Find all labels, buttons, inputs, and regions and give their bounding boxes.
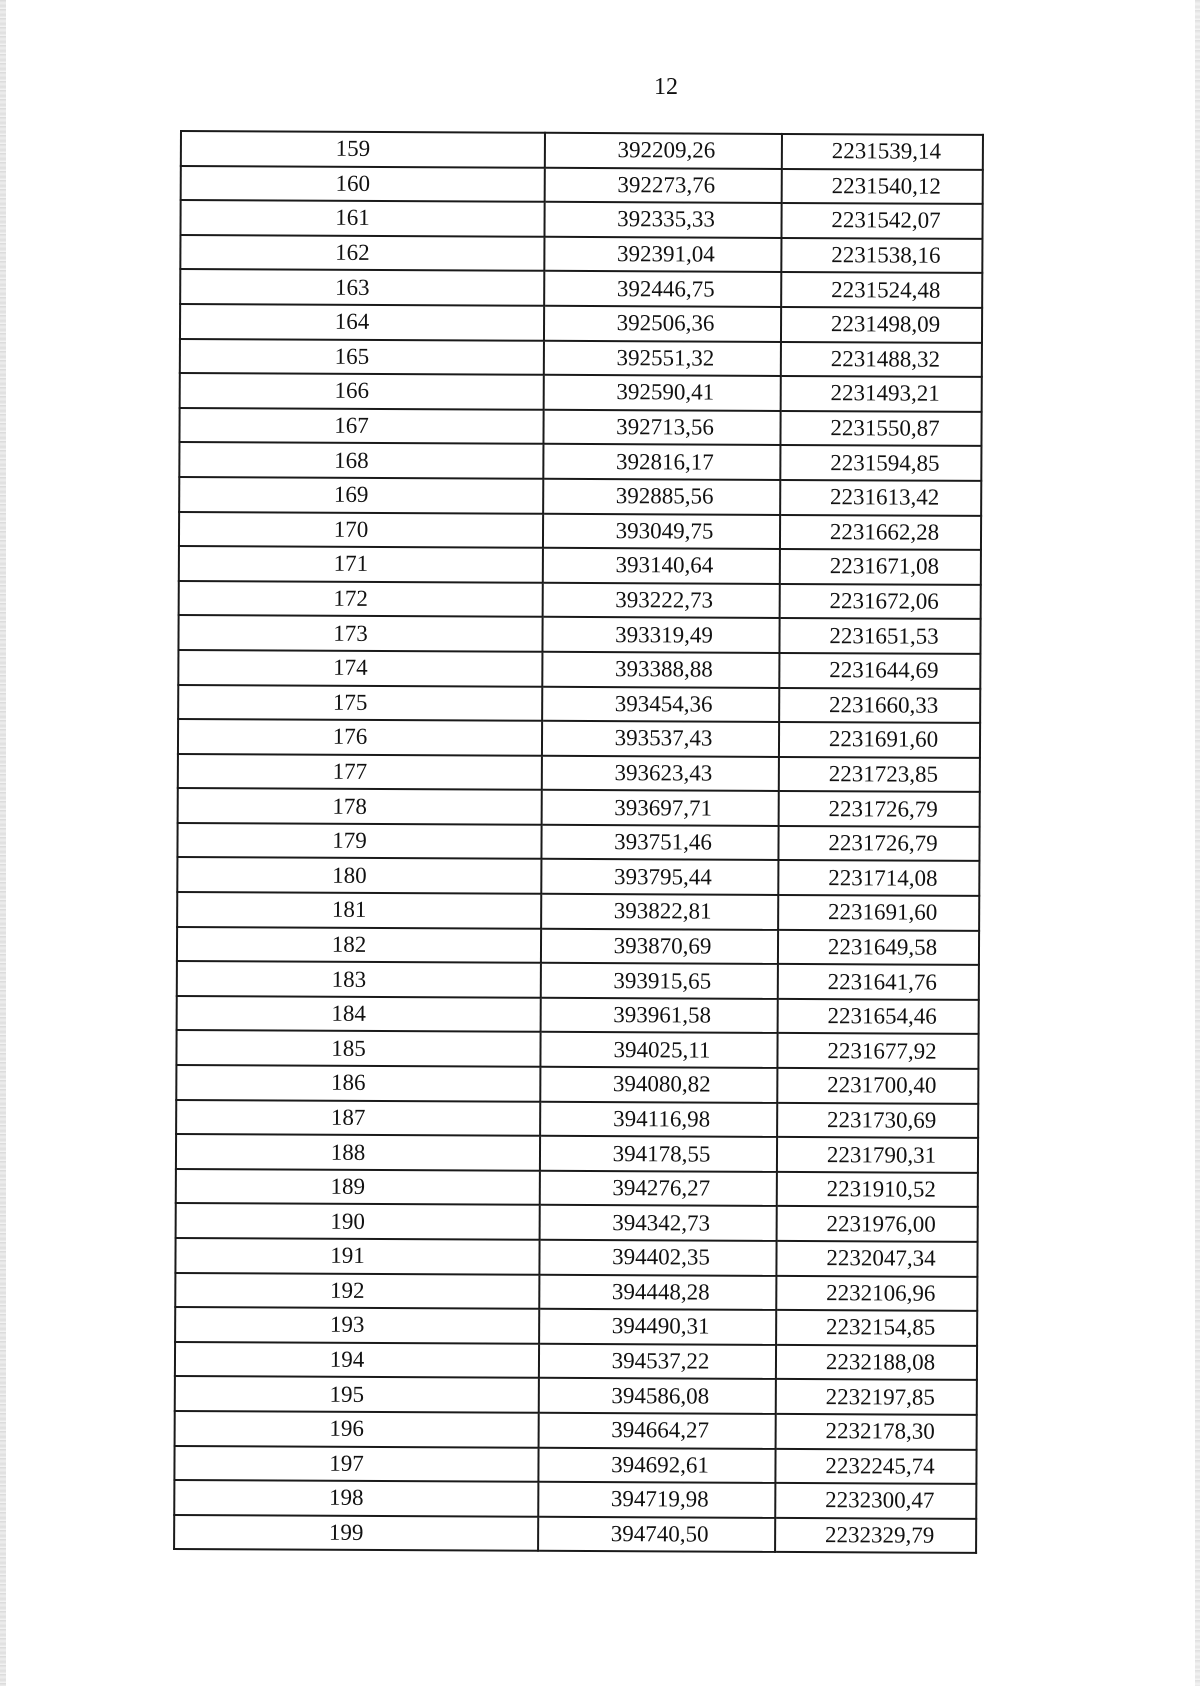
- y-coordinate-cell: 2232188,08: [776, 1345, 977, 1381]
- table-row: [178, 615, 980, 654]
- y-coordinate-cell: 2231730,69: [777, 1103, 978, 1139]
- y-coordinate-cell: 2231672,06: [780, 584, 981, 620]
- x-coordinate-cell: 392446,75: [544, 271, 781, 307]
- y-coordinate-cell: 2231488,32: [781, 342, 982, 378]
- y-coordinate-cell: 2232178,30: [776, 1414, 977, 1450]
- x-coordinate-cell: 394740,50: [538, 1517, 775, 1553]
- point-number-cell: 199: [174, 1515, 538, 1551]
- table-row: [176, 1169, 978, 1208]
- point-number-cell: 195: [175, 1376, 539, 1412]
- y-coordinate-cell: 2231594,85: [780, 445, 981, 481]
- y-coordinate-cell: 2231700,40: [777, 1068, 978, 1104]
- y-coordinate-cell: 2231726,79: [779, 791, 980, 827]
- point-number-cell: 196: [175, 1411, 539, 1447]
- point-number-cell: 181: [177, 892, 541, 928]
- table-row: [180, 235, 982, 274]
- table-row: [174, 1446, 976, 1485]
- y-coordinate-cell: 2232245,74: [775, 1448, 976, 1484]
- y-coordinate-cell: 2231651,53: [779, 618, 980, 654]
- x-coordinate-cell: 393623,43: [542, 755, 779, 791]
- x-coordinate-cell: 394116,98: [540, 1101, 777, 1137]
- table-row: [180, 339, 982, 378]
- point-number-cell: 198: [174, 1480, 538, 1516]
- y-coordinate-cell: 2231677,92: [777, 1033, 978, 1069]
- x-coordinate-cell: 394448,28: [539, 1274, 776, 1310]
- x-coordinate-cell: 392551,32: [544, 340, 781, 376]
- table-row: [180, 304, 982, 343]
- point-number-cell: 164: [180, 304, 544, 340]
- point-number-cell: 197: [174, 1446, 538, 1482]
- y-coordinate-cell: 2232329,79: [775, 1518, 976, 1554]
- y-coordinate-cell: 2231644,69: [779, 653, 980, 689]
- y-coordinate-cell: 2231910,52: [777, 1172, 978, 1208]
- y-coordinate-cell: 2232047,34: [776, 1241, 977, 1277]
- table-row: [175, 1238, 977, 1277]
- point-number-cell: 161: [180, 200, 544, 236]
- point-number-cell: 194: [175, 1342, 539, 1378]
- x-coordinate-cell: 393388,88: [542, 652, 779, 688]
- x-coordinate-cell: 394692,61: [538, 1447, 775, 1483]
- x-coordinate-cell: 393961,58: [541, 998, 778, 1034]
- x-coordinate-cell: 394719,98: [538, 1482, 775, 1518]
- point-number-cell: 184: [177, 996, 541, 1032]
- point-number-cell: 172: [179, 581, 543, 617]
- y-coordinate-cell: 2232154,85: [776, 1310, 977, 1346]
- table-row: [179, 477, 981, 516]
- point-number-cell: 170: [179, 512, 543, 548]
- table-row: [178, 684, 980, 723]
- point-number-cell: 192: [175, 1273, 539, 1309]
- x-coordinate-cell: 393697,71: [542, 790, 779, 826]
- table-row: [174, 1480, 976, 1519]
- y-coordinate-cell: 2232300,47: [775, 1483, 976, 1519]
- table-row: [181, 166, 983, 205]
- table-row: [177, 927, 979, 966]
- point-number-cell: 187: [176, 1100, 540, 1136]
- point-number-cell: 162: [180, 235, 544, 271]
- table-row: [177, 857, 979, 896]
- y-coordinate-cell: 2231691,60: [779, 722, 980, 758]
- point-number-cell: 159: [181, 131, 545, 167]
- table-row: [180, 269, 982, 308]
- x-coordinate-cell: 393870,69: [541, 928, 778, 964]
- x-coordinate-cell: 393751,46: [541, 825, 778, 861]
- x-coordinate-cell: 394402,35: [539, 1240, 776, 1276]
- table-row: [179, 442, 981, 481]
- y-coordinate-cell: 2231714,08: [778, 860, 979, 896]
- y-coordinate-cell: 2231498,09: [781, 307, 982, 343]
- y-coordinate-cell: 2231790,31: [777, 1137, 978, 1173]
- table-row: [178, 719, 980, 758]
- y-coordinate-cell: 2231641,76: [778, 964, 979, 1000]
- point-number-cell: 165: [180, 339, 544, 375]
- point-number-cell: 163: [180, 269, 544, 305]
- y-coordinate-cell: 2231540,12: [782, 169, 983, 205]
- table-row: [176, 1203, 978, 1242]
- table-row: [177, 823, 979, 862]
- point-number-cell: 178: [178, 788, 542, 824]
- x-coordinate-cell: 392590,41: [544, 375, 781, 411]
- point-number-cell: 176: [178, 719, 542, 755]
- y-coordinate-cell: 2231493,21: [781, 376, 982, 412]
- y-coordinate-cell: 2231671,08: [780, 549, 981, 585]
- x-coordinate-cell: 394342,73: [540, 1205, 777, 1241]
- scan-edge-left: [0, 0, 6, 1686]
- table-row: [176, 1134, 978, 1173]
- y-coordinate-cell: 2231524,48: [781, 272, 982, 308]
- point-number-cell: 189: [176, 1169, 540, 1205]
- table-row: [179, 408, 981, 447]
- x-coordinate-cell: 393915,65: [541, 963, 778, 999]
- x-coordinate-cell: 394276,27: [540, 1171, 777, 1207]
- x-coordinate-cell: 394664,27: [539, 1413, 776, 1449]
- page-number: 12: [654, 74, 678, 100]
- point-number-cell: 186: [176, 1065, 540, 1101]
- coordinates-table-body: [174, 131, 983, 1553]
- point-number-cell: 175: [178, 684, 542, 720]
- table-row: [181, 131, 983, 170]
- table-row: [176, 1100, 978, 1139]
- point-number-cell: 171: [179, 546, 543, 582]
- point-number-cell: 160: [181, 166, 545, 202]
- table-row: [179, 512, 981, 551]
- table-row: [177, 892, 979, 931]
- y-coordinate-cell: 2231691,60: [778, 895, 979, 931]
- y-coordinate-cell: 2231613,42: [780, 480, 981, 516]
- point-number-cell: 191: [175, 1238, 539, 1274]
- point-number-cell: 179: [177, 823, 541, 859]
- y-coordinate-cell: 2231538,16: [781, 238, 982, 274]
- x-coordinate-cell: 393140,64: [543, 548, 780, 584]
- y-coordinate-cell: 2231539,14: [782, 134, 983, 170]
- x-coordinate-cell: 392816,17: [543, 444, 780, 480]
- point-number-cell: 185: [176, 1030, 540, 1066]
- table-row: [179, 546, 981, 585]
- point-number-cell: 166: [180, 373, 544, 409]
- table-row: [176, 1065, 978, 1104]
- x-coordinate-cell: 394080,82: [540, 1067, 777, 1103]
- table-row: [177, 996, 979, 1035]
- coordinates-table: [173, 130, 984, 1554]
- x-coordinate-cell: 393822,81: [541, 894, 778, 930]
- x-coordinate-cell: 392273,76: [545, 167, 782, 203]
- point-number-cell: 188: [176, 1134, 540, 1170]
- x-coordinate-cell: 394490,31: [539, 1309, 776, 1345]
- point-number-cell: 180: [177, 857, 541, 893]
- x-coordinate-cell: 394586,08: [539, 1378, 776, 1414]
- point-number-cell: 190: [176, 1203, 540, 1239]
- table-row: [175, 1411, 977, 1450]
- point-number-cell: 182: [177, 927, 541, 963]
- y-coordinate-cell: 2231649,58: [778, 930, 979, 966]
- y-coordinate-cell: 2231976,00: [777, 1206, 978, 1242]
- y-coordinate-cell: 2232106,96: [776, 1276, 977, 1312]
- x-coordinate-cell: 393049,75: [543, 513, 780, 549]
- x-coordinate-cell: 392391,04: [544, 237, 781, 273]
- y-coordinate-cell: 2231550,87: [780, 411, 981, 447]
- x-coordinate-cell: 393319,49: [542, 617, 779, 653]
- x-coordinate-cell: 392885,56: [543, 479, 780, 515]
- y-coordinate-cell: 2231542,07: [781, 203, 982, 239]
- table-row: [179, 581, 981, 620]
- table-row: [175, 1376, 977, 1415]
- y-coordinate-cell: 2232197,85: [776, 1379, 977, 1415]
- table-row: [178, 754, 980, 793]
- table-row: [174, 1515, 976, 1554]
- table-row: [175, 1342, 977, 1381]
- table-row: [178, 650, 980, 689]
- y-coordinate-cell: 2231726,79: [778, 826, 979, 862]
- y-coordinate-cell: 2231723,85: [779, 757, 980, 793]
- x-coordinate-cell: 392209,26: [545, 133, 782, 169]
- table-row: [175, 1307, 977, 1346]
- table-row: [177, 961, 979, 1000]
- point-number-cell: 177: [178, 754, 542, 790]
- y-coordinate-cell: 2231660,33: [779, 687, 980, 723]
- point-number-cell: 169: [179, 477, 543, 513]
- table-row: [180, 200, 982, 239]
- point-number-cell: 174: [178, 650, 542, 686]
- scan-edge-right: [1195, 0, 1200, 1686]
- y-coordinate-cell: 2231662,28: [780, 514, 981, 550]
- table-row: [176, 1030, 978, 1069]
- point-number-cell: 167: [179, 408, 543, 444]
- x-coordinate-cell: 393454,36: [542, 686, 779, 722]
- table-row: [180, 373, 982, 412]
- y-coordinate-cell: 2231654,46: [778, 999, 979, 1035]
- table-row: [175, 1273, 977, 1312]
- x-coordinate-cell: 394025,11: [540, 1032, 777, 1068]
- x-coordinate-cell: 392506,36: [544, 306, 781, 342]
- x-coordinate-cell: 393222,73: [543, 582, 780, 618]
- x-coordinate-cell: 392713,56: [543, 410, 780, 446]
- x-coordinate-cell: 394178,55: [540, 1136, 777, 1172]
- x-coordinate-cell: 394537,22: [539, 1344, 776, 1380]
- point-number-cell: 193: [175, 1307, 539, 1343]
- coordinates-table-container: [173, 130, 982, 1554]
- x-coordinate-cell: 393795,44: [541, 859, 778, 895]
- point-number-cell: 183: [177, 961, 541, 997]
- table-row: [178, 788, 980, 827]
- x-coordinate-cell: 392335,33: [544, 202, 781, 238]
- point-number-cell: 173: [178, 615, 542, 651]
- point-number-cell: 168: [179, 442, 543, 478]
- x-coordinate-cell: 393537,43: [542, 721, 779, 757]
